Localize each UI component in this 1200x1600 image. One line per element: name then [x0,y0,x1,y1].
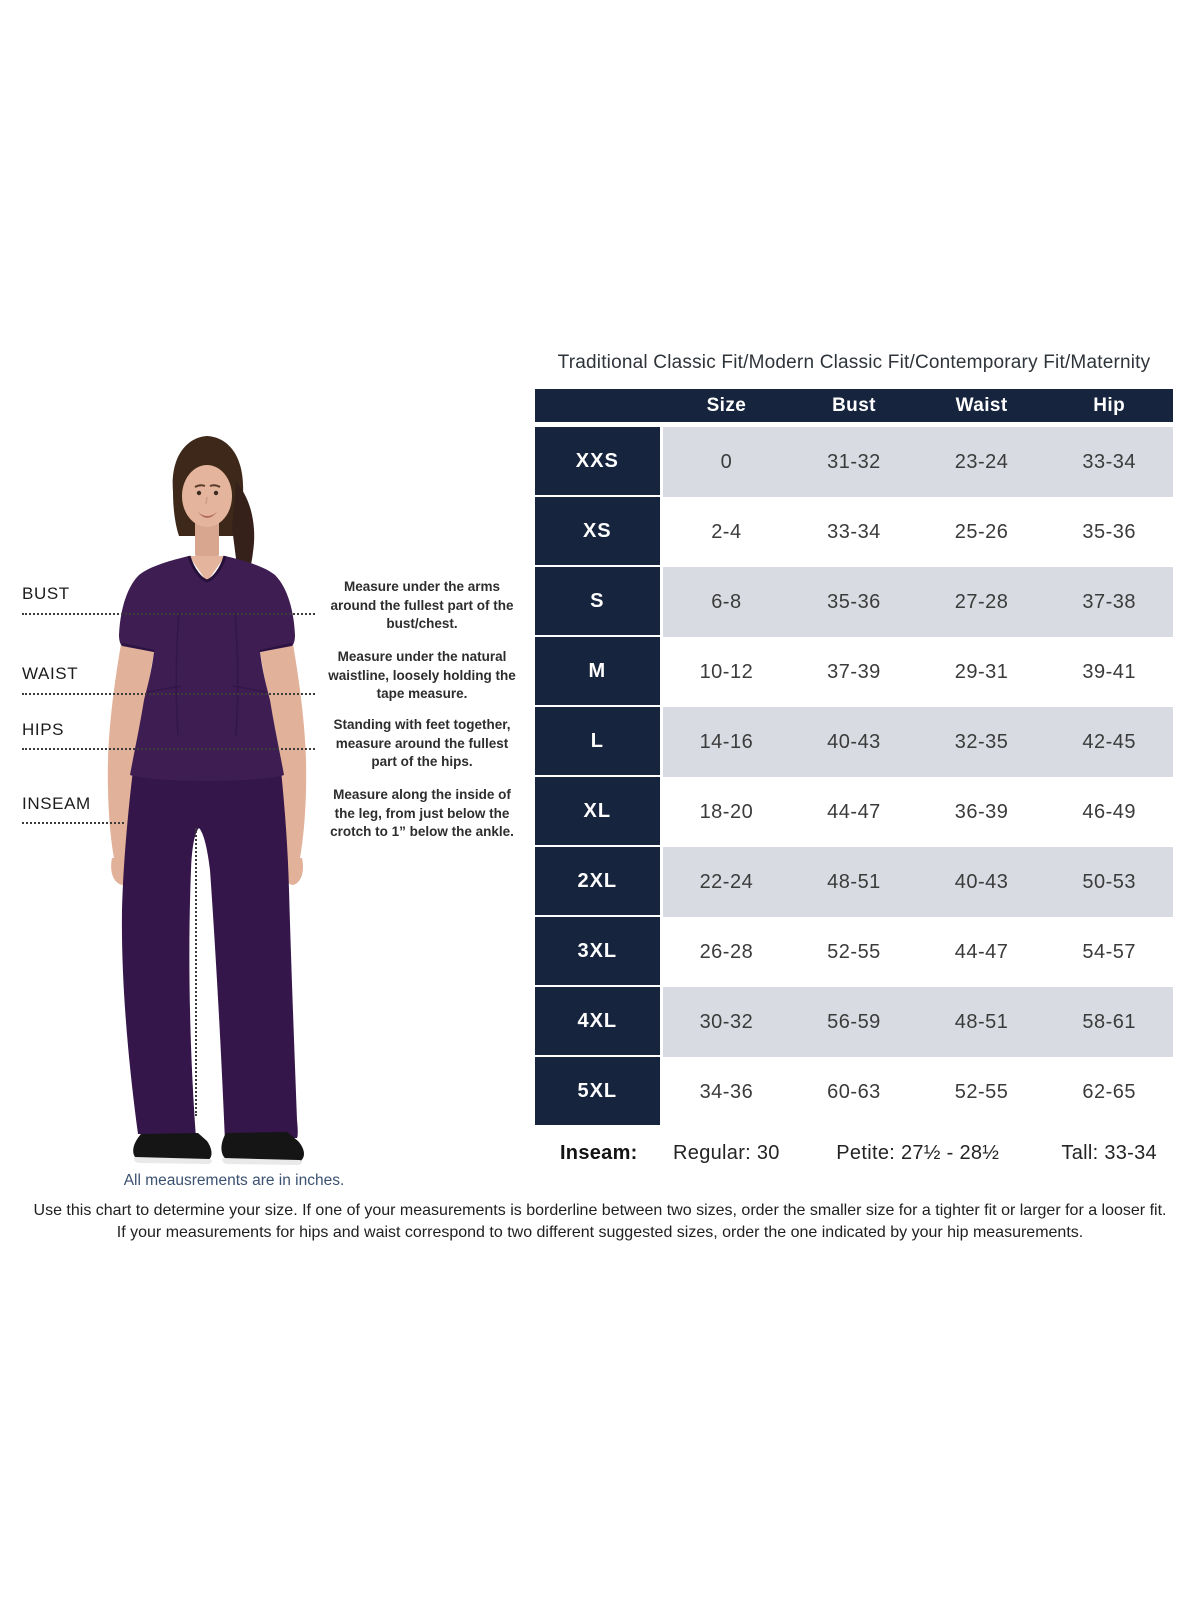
hip-cell: 54-57 [1045,917,1173,987]
col-header-waist: Waist [918,389,1046,427]
footer-note-line1: Use this chart to determine your size. If one of your measurements is borderline between two sizes, order the smaller size for a tighter fit or larger for a looser fit. [33,1202,1167,1219]
col-header-hip: Hip [1045,389,1173,427]
size-label-cell: XL [535,777,663,847]
table-row [535,707,1173,777]
inseam-vertical-dotted-line [195,828,197,1116]
waist-cell: 44-47 [918,917,1046,987]
nose [206,497,207,504]
bust-cell: 56-59 [790,987,918,1057]
bust-label: BUST [22,584,70,603]
hip-cell: 33-34 [1045,427,1173,497]
waist-cell: 40-43 [918,847,1046,917]
bust-cell: 48-51 [790,847,918,917]
size-cell: 34-36 [663,1057,791,1127]
scrub-pants [122,770,298,1140]
bust-cell: 37-39 [790,637,918,707]
size-label-cell: XXS [535,427,663,497]
size-cell: 14-16 [663,707,791,777]
eye-right [214,491,218,495]
size-cell: 10-12 [663,637,791,707]
eye-left [197,491,201,495]
waist-cell: 52-55 [918,1057,1046,1127]
table-row [535,847,1173,917]
footer-note-line2: If your measurements for hips and waist correspond to two different suggested sizes, order the one indicated by your hip measurements. [116,1224,1084,1241]
hip-cell: 39-41 [1045,637,1173,707]
hip-cell: 42-45 [1045,707,1173,777]
table-row [535,637,1173,707]
table-row [535,427,1173,497]
size-label-cell: XS [535,497,663,567]
inseam-row [535,1133,1173,1173]
table-row [535,567,1173,637]
bust-cell: 52-55 [790,917,918,987]
size-label-cell: 2XL [535,847,663,917]
waist-cell: 32-35 [918,707,1046,777]
bust-dotted-line [22,613,315,615]
units-caption: All meausrements are in inches. [123,1172,345,1189]
size-cell: 6-8 [663,567,791,637]
hip-cell: 62-65 [1045,1057,1173,1127]
hips-label: HIPS [22,720,65,739]
bust-cell: 60-63 [790,1057,918,1127]
hips-dotted-line [22,748,315,750]
bust-cell: 33-34 [790,497,918,567]
waist-cell: 29-31 [918,637,1046,707]
size-cell: 26-28 [663,917,791,987]
waist-instruction: Measure under the natural waistline, loosely holding the tape measure. [328,649,516,702]
inseam-tall: Tall: 33-34 [1061,1141,1157,1164]
size-label-cell: 3XL [535,917,663,987]
bust-cell: 35-36 [790,567,918,637]
inseam-row-label: Inseam: [559,1141,638,1164]
hip-cell: 46-49 [1045,777,1173,847]
inseam-dotted-line [22,822,124,824]
size-cell: 0 [663,427,791,497]
size-label-cell: 5XL [535,1057,663,1127]
waist-cell: 25-26 [918,497,1046,567]
hip-cell: 58-61 [1045,987,1173,1057]
corner-cell [535,389,663,427]
inseam-label: INSEAM [22,794,91,813]
waist-cell: 23-24 [918,427,1046,497]
size-label-cell: M [535,637,663,707]
bust-cell: 40-43 [790,707,918,777]
table-row [535,917,1173,987]
inseam-regular: Regular: 30 [673,1141,780,1164]
table-row [535,987,1173,1057]
col-header-bust: Bust [790,389,918,427]
hips-instruction: Standing with feet together, measure around the fullest part of the hips. [333,717,511,770]
size-label-cell: 4XL [535,987,663,1057]
size-cell: 30-32 [663,987,791,1057]
hip-cell: 50-53 [1045,847,1173,917]
bust-cell: 44-47 [790,777,918,847]
table-row [535,1057,1173,1127]
chart-title: Traditional Classic Fit/Modern Classic Fit/Contemporary Fit/Maternity [557,352,1151,373]
inseam-petite: Petite: 27½ - 28½ [836,1141,1000,1164]
waist-label: WAIST [22,664,79,683]
size-cell: 22-24 [663,847,791,917]
table-row [535,777,1173,847]
hip-cell: 37-38 [1045,567,1173,637]
size-label-cell: L [535,707,663,777]
size-table-header [535,389,1173,427]
col-header-size: Size [663,389,791,427]
size-cell: 18-20 [663,777,791,847]
size-table [535,389,1173,1127]
inseam-instruction: Measure along the inside of the leg, from just below the crotch to 1” below the ankle. [330,787,514,840]
size-label-cell: S [535,567,663,637]
waist-cell: 48-51 [918,987,1046,1057]
waist-dotted-line [22,693,315,695]
bust-instruction: Measure under the arms around the fullest part of the bust/chest. [330,579,514,632]
waist-cell: 36-39 [918,777,1046,847]
hip-cell: 35-36 [1045,497,1173,567]
table-row [535,497,1173,567]
size-cell: 2-4 [663,497,791,567]
bust-cell: 31-32 [790,427,918,497]
waist-cell: 27-28 [918,567,1046,637]
